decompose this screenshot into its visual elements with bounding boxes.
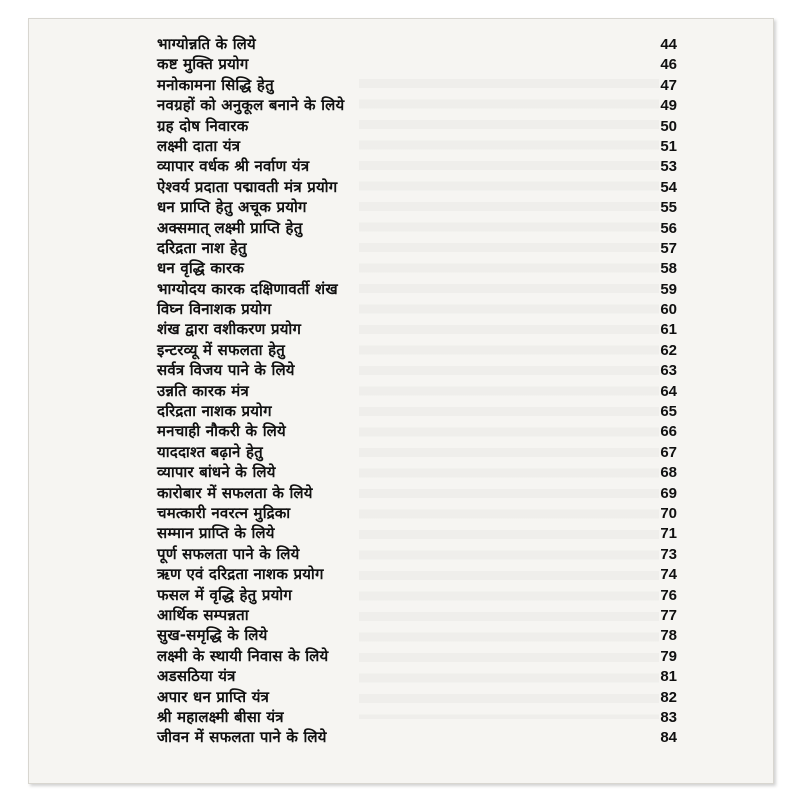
toc-entry-title: विघ्न विनाशक प्रयोग: [157, 300, 272, 319]
toc-entry-title: दरिद्रता नाश हेतु: [157, 238, 247, 257]
toc-entry-page-number: 84: [660, 729, 677, 747]
toc-entry-title: शंख द्वारा वशीकरण प्रयोग: [157, 320, 302, 339]
book-page: [28, 18, 774, 784]
toc-entry-page-number: 56: [660, 219, 677, 237]
toc-entry-title: पूर्ण सफलता पाने के लिये: [157, 544, 300, 563]
toc-entry-title: मनचाही नौकरी के लिये: [157, 422, 286, 441]
toc-entry: [157, 421, 677, 441]
toc-entry: [157, 381, 677, 401]
toc-entry: [157, 279, 677, 299]
toc-entry-title: आर्थिक सम्पन्नता: [157, 605, 249, 624]
toc-entry-title: भाग्योदय कारक दक्षिणावर्ती शंख: [157, 279, 338, 298]
toc-entry: [157, 258, 677, 278]
toc-entry-title: उन्नति कारक मंत्र: [157, 381, 249, 400]
toc-entry: [157, 75, 677, 95]
toc-entry: [157, 340, 677, 360]
toc-entry: [157, 197, 677, 217]
toc-entry-title: नवग्रहों को अनुकूल बनाने के लिये: [157, 96, 345, 115]
toc-entry-page-number: 60: [660, 301, 677, 319]
table-of-contents: [157, 34, 677, 748]
toc-entry-title: अडसठिया यंत्र: [157, 667, 236, 686]
toc-entry: [157, 95, 677, 115]
toc-entry-page-number: 77: [660, 606, 677, 624]
toc-entry: [157, 360, 677, 380]
toc-entry-page-number: 54: [660, 178, 677, 196]
toc-entry: [157, 218, 677, 238]
toc-entry: [157, 605, 677, 625]
toc-entry-title: चमत्कारी नवरत्न मुद्रिका: [157, 503, 291, 522]
toc-entry-page-number: 76: [660, 586, 677, 604]
toc-entry-page-number: 62: [660, 341, 677, 359]
toc-entry: [157, 544, 677, 564]
toc-entry-page-number: 47: [660, 76, 677, 94]
toc-entry-page-number: 59: [660, 280, 677, 298]
toc-entry-page-number: 51: [660, 137, 677, 155]
toc-entry-page-number: 57: [660, 239, 677, 257]
toc-entry: [157, 299, 677, 319]
toc-entry-page-number: 82: [660, 688, 677, 706]
toc-entry-title: व्यापार बांधने के लिये: [157, 463, 276, 482]
toc-entry-title: ग्रह दोष निवारक: [157, 116, 249, 135]
toc-entry-title: धन प्राप्ति हेतु अचूक प्रयोग: [157, 198, 307, 217]
toc-entry-page-number: 55: [660, 199, 677, 217]
toc-entry-page-number: 83: [660, 708, 677, 726]
toc-entry-page-number: 44: [660, 36, 677, 53]
toc-entry: [157, 646, 677, 666]
toc-entry: [157, 625, 677, 645]
toc-entry-page-number: 53: [660, 158, 677, 176]
toc-entry-page-number: 67: [660, 443, 677, 461]
toc-entry: [157, 156, 677, 176]
toc-entry-title: जीवन में सफलता पाने के लिये: [157, 728, 327, 747]
toc-entry-title: धन वृद्धि कारक: [157, 259, 245, 278]
toc-entry-title: कष्ट मुक्ति प्रयोग: [157, 55, 249, 74]
toc-entry: [157, 401, 677, 421]
toc-entry-page-number: 58: [660, 260, 677, 278]
toc-entry: [157, 727, 677, 747]
toc-entry-page-number: 50: [660, 117, 677, 135]
toc-entry-title: दरिद्रता नाशक प्रयोग: [157, 402, 272, 421]
toc-entry-title: ऋण एवं दरिद्रता नाशक प्रयोग: [157, 565, 324, 584]
toc-entry-page-number: 63: [660, 362, 677, 380]
toc-entry: [157, 462, 677, 482]
toc-entry-title: व्यापार वर्धक श्री नर्वाण यंत्र: [157, 157, 310, 176]
toc-entry: [157, 564, 677, 584]
toc-entry: [157, 483, 677, 503]
toc-entry: [157, 707, 677, 727]
toc-entry: [157, 503, 677, 523]
toc-entry-title: सर्वत्र विजय पाने के लिये: [157, 361, 295, 380]
toc-entry-title: लक्ष्मी दाता यंत्र: [157, 136, 241, 155]
toc-entry: [157, 442, 677, 462]
toc-entry: [157, 238, 677, 258]
toc-entry-title: लक्ष्मी के स्थायी निवास के लिये: [157, 646, 329, 665]
toc-entry-title: सुख-समृद्धि के लिये: [157, 626, 268, 645]
toc-entry: [157, 687, 677, 707]
toc-entry: [157, 136, 677, 156]
toc-entry-title: फसल में वृद्धि हेतु प्रयोग: [157, 585, 293, 604]
toc-entry-page-number: 81: [660, 668, 677, 686]
toc-entry-page-number: 61: [660, 321, 677, 339]
toc-entry: [157, 319, 677, 339]
toc-entry: [157, 523, 677, 543]
toc-entry: [157, 585, 677, 605]
toc-entry-page-number: 66: [660, 423, 677, 441]
toc-entry: [157, 116, 677, 136]
toc-entry-title: इन्टरव्यू में सफलता हेतु: [157, 340, 286, 359]
toc-entry: [157, 34, 677, 54]
toc-entry-title: मनोकामना सिद्धि हेतु: [157, 75, 274, 94]
toc-entry-page-number: 79: [660, 647, 677, 665]
toc-entry-page-number: 74: [660, 566, 677, 584]
toc-entry-title: अपार धन प्राप्ति यंत्र: [157, 687, 270, 706]
toc-entry-title: ऐश्वर्य प्रदाता पद्मावती मंत्र प्रयोग: [157, 177, 338, 196]
toc-entry-page-number: 64: [660, 382, 677, 400]
toc-entry-page-number: 70: [660, 504, 677, 522]
toc-entry-page-number: 73: [660, 545, 677, 563]
toc-entry-title: भाग्योन्नति के लिये: [157, 35, 256, 53]
toc-entry: [157, 54, 677, 74]
toc-entry-page-number: 65: [660, 403, 677, 421]
toc-entry-page-number: 49: [660, 97, 677, 115]
toc-entry-title: अक्समात् लक्ष्मी प्राप्ति हेतु: [157, 218, 303, 237]
toc-entry-page-number: 68: [660, 464, 677, 482]
toc-entry-page-number: 78: [660, 627, 677, 645]
toc-entry-page-number: 69: [660, 484, 677, 502]
toc-entry: [157, 666, 677, 686]
toc-entry-title: सम्मान प्राप्ति के लिये: [157, 524, 275, 543]
toc-entry-title: श्री महालक्ष्मी बीसा यंत्र: [157, 707, 284, 726]
toc-entry-title: कारोबार में सफलता के लिये: [157, 483, 313, 502]
toc-entry-page-number: 71: [660, 525, 677, 543]
toc-entry: [157, 177, 677, 197]
toc-entry-page-number: 46: [660, 56, 677, 74]
toc-entry-title: याददाश्त बढ़ाने हेतु: [157, 442, 263, 461]
